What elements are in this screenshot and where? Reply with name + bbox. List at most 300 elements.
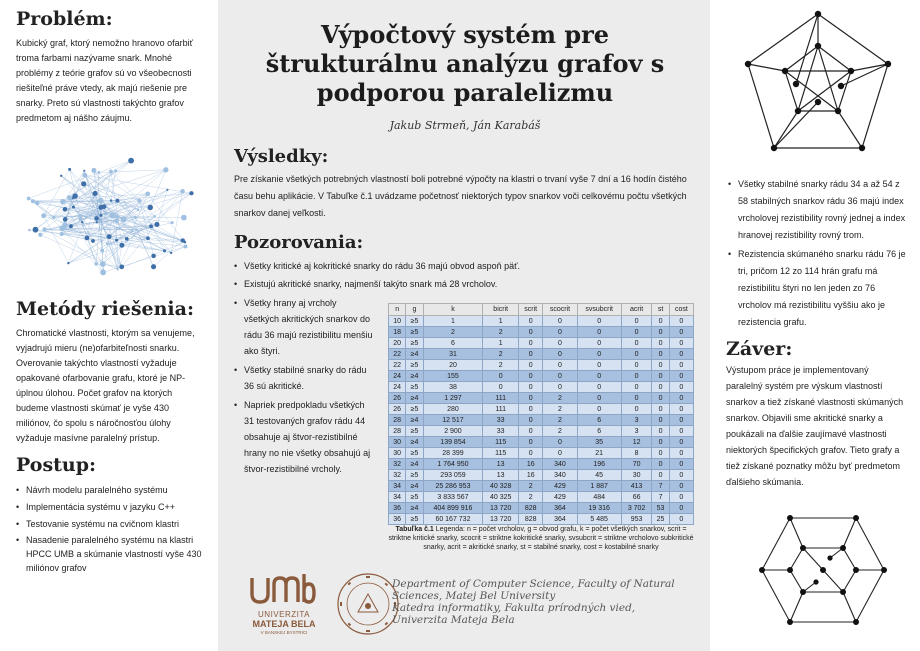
table-cell: 13 [483,459,519,470]
table-cell: 10 [389,316,406,327]
network-node [100,261,106,267]
table-cell: 0 [621,393,652,404]
observations-heading: Pozorovania: [234,232,364,253]
left-column [0,0,218,651]
network-node [145,191,150,196]
table-cell: 34 [389,481,406,492]
table-cell: 3 833 567 [423,492,483,503]
table-cell: 0 [543,338,577,349]
table-cell: 0 [519,382,543,393]
network-edge [99,170,166,173]
table-cell: 25 [652,514,669,525]
table-cell: 0 [621,360,652,371]
table-row [389,503,694,514]
process-list [16,482,206,575]
table-cell: 0 [577,360,621,371]
network-node [181,215,187,221]
network-node [41,213,46,218]
methods-heading: Metódy riešenia: [16,298,194,320]
table-header-cell: bicrit [483,304,519,316]
network-node [94,216,99,221]
network-node [119,243,124,248]
table-cell: 0 [669,371,693,382]
table-cell: 1 [423,316,483,327]
table-cell: 1 764 950 [423,459,483,470]
table-cell: 32 [389,459,406,470]
table-cell: 24 [389,371,406,382]
network-node [166,189,168,191]
table-cell: 70 [621,459,652,470]
observation-item: • Všetky stabilné snarky do rádu 36 sú akritické. [234,362,374,394]
table-cell: 36 [389,514,406,525]
network-edge [107,244,164,251]
table-cell: 2 [483,360,519,371]
network-node [114,169,117,172]
table-cell: ≥4 [406,481,423,492]
conclusion-text: Výstupom práce je implementovaný paralelný systém pre výskum vlastností snarkov a tiež získané vlastnosti skúmaných snarkov. Objavili sme akritické snarky a poukázali na ďalšie zaujímavé vlastnosti niektorých špecifických grafov. Tieto grafy a tiež získané poznatky môžu byť predmetom ďalšieho skúmania. [726,365,904,487]
table-cell: 0 [652,360,669,371]
table-cell: 12 [621,437,652,448]
table-cell: 28 [389,426,406,437]
table-header-cell: st [652,304,669,316]
network-edge [111,171,122,245]
table-cell: 0 [519,437,543,448]
network-edge [112,193,191,215]
table-cell: 30 [389,437,406,448]
table-cell: 20 [423,360,483,371]
table-row [389,338,694,349]
table-cell: 0 [669,437,693,448]
network-node [98,198,104,204]
network-node [72,205,75,208]
table-header-cell: scocrit [543,304,577,316]
network-node [97,171,100,174]
umb-logo-name-1: UNIVERZITA [258,610,310,619]
process-item: • Implementácia systému v jazyku C++ [16,499,206,516]
results-heading: Výsledky: [234,146,329,167]
network-node [137,199,141,203]
table-row [389,470,694,481]
table-cell: 21 [577,448,621,459]
network-edge [171,246,185,252]
polyhedral-graph-image [758,510,888,630]
table-cell: 0 [543,327,577,338]
network-node [67,262,69,264]
table-cell: 0 [652,448,669,459]
table-cell: 30 [621,470,652,481]
observation-item: • Napriek predpokladu všetkých 31 testovaných grafov rádu 44 obsahuje aj štvor-rezistibilné hrany no nie všetky obsahujú aj štvor-rezistibilné vrcholy. [234,397,374,477]
network-node [60,232,64,236]
table-row [389,437,694,448]
table-cell: 0 [652,316,669,327]
problem-heading: Problém: [16,8,113,30]
table-cell: 115 [483,448,519,459]
table-cell: 2 [543,415,577,426]
network-node [135,228,137,230]
table-cell: 3 [621,415,652,426]
table-cell: 139 854 [423,437,483,448]
table-cell: 0 [669,404,693,415]
table-cell: 115 [483,437,519,448]
faculty-seal [336,572,400,636]
network-node [115,215,118,218]
table-caption [388,525,694,552]
process-heading: Postup: [16,454,97,476]
table-cell: 0 [669,470,693,481]
table-cell: ≥5 [406,492,423,503]
observations-table-area [234,293,696,551]
table-cell: 828 [519,503,543,514]
table-row [389,415,694,426]
table-cell: 26 [389,393,406,404]
poster-title: Výpočtový systém pre štrukturálnu analýzu grafov s podporou paralelizmu [265,20,665,107]
network-node [83,173,88,178]
table-header-cell: k [423,304,483,316]
network-node [38,233,42,237]
network-node [121,217,127,223]
table-cell: ≥5 [406,448,423,459]
table-cell: 12 517 [423,415,483,426]
table-cell: 8 [621,448,652,459]
table-cell: 0 [577,393,621,404]
network-node [104,212,108,216]
table-cell: 0 [577,316,621,327]
table-cell: 13 720 [483,514,519,525]
table-cell: 0 [669,349,693,360]
network-node [79,214,82,217]
network-node [119,264,124,269]
table-cell: 484 [577,492,621,503]
table-cell: 196 [577,459,621,470]
table-cell: 16 [519,459,543,470]
network-node [115,239,118,242]
table-cell: 28 399 [423,448,483,459]
table-cell: 0 [621,382,652,393]
problem-text: Kubický graf, ktorý nemožno hranovo ofarbiť troma farbami nazývame snark. Mnohé problémy z teórie grafov sú vo všeobecnosti riešiteľné práve vtedy, ak majú riešenie pre snarky. Preto sú vlastnosti takýchto grafov predmetom aj nášho záujmu. [16,38,193,123]
table-row [389,514,694,525]
table-cell: 0 [543,382,577,393]
table-header-cell: scrit [519,304,543,316]
process-item: • Testovanie systému na cvičnom klastri [16,516,206,533]
table-cell: 60 167 732 [423,514,483,525]
table-row [389,382,694,393]
network-node [181,238,185,242]
network-edge [68,171,111,196]
petersen-graph-image [738,6,898,156]
table-cell: 0 [543,437,577,448]
observation-item: • Všetky kritické aj kokritické snarky do rádu 36 majú obvod aspoň päť. [234,257,696,275]
network-node [100,249,104,253]
table-cell: 340 [543,459,577,470]
table-cell: 0 [543,371,577,382]
table-row [389,404,694,415]
network-node [99,214,102,217]
table-cell: 2 [519,492,543,503]
network-node [81,181,86,186]
network-node [171,221,174,224]
network-node [115,219,118,222]
table-cell: 0 [577,349,621,360]
table-cell: 0 [669,492,693,503]
table-row [389,492,694,503]
network-edge [117,191,183,240]
table-header-cell: acrit [621,304,652,316]
table-cell: 31 [423,349,483,360]
network-node [67,196,69,198]
right-column [710,0,920,651]
department-info [392,578,702,626]
network-edge [29,161,132,199]
dept-line-3: Katedra informatiky, Fakulta prírodných vied, [392,602,636,614]
network-node [109,170,113,174]
table-cell: 0 [519,360,543,371]
network-node [31,199,35,203]
table-cell: 0 [652,338,669,349]
table-cell: 3 [621,426,652,437]
table-cell: 0 [543,360,577,371]
network-node [163,167,168,172]
table-cell: 0 [652,459,669,470]
table-cell: 0 [652,371,669,382]
network-node [98,205,103,210]
table-cell: 155 [423,371,483,382]
table-header-cell: n [389,304,406,316]
table-cell: 1 297 [423,393,483,404]
table-caption-label: Tabuľka č.1 [395,526,434,533]
table-cell: 0 [652,349,669,360]
table-cell: 33 [483,426,519,437]
network-node [33,227,39,233]
table-cell: 0 [543,448,577,459]
table-cell: 0 [519,415,543,426]
table-cell: 0 [577,327,621,338]
table-cell: 0 [669,415,693,426]
table-cell: 22 [389,360,406,371]
table-cell: 1 887 [577,481,621,492]
network-node [153,215,156,218]
table-cell: 7 [652,481,669,492]
table-cell: 0 [669,503,693,514]
network-node [60,175,62,177]
table-cell: 0 [519,338,543,349]
network-node [117,268,119,270]
table-cell: 6 [577,415,621,426]
network-node [170,252,172,254]
network-node [27,197,31,201]
table-cell: 0 [483,371,519,382]
network-node [116,199,120,203]
table-cell: 0 [669,459,693,470]
table-cell: 0 [519,327,543,338]
network-node [151,264,156,269]
table-cell: 111 [483,404,519,415]
table-cell: 0 [543,316,577,327]
table-cell: 36 [389,503,406,514]
table-header-cell: svsubcrit [577,304,621,316]
network-node [85,236,90,241]
table-cell: 0 [621,371,652,382]
table-cell: 20 [389,338,406,349]
network-node [100,269,106,275]
table-cell: 0 [519,448,543,459]
table-cell: 40 328 [483,481,519,492]
table-row [389,360,694,371]
network-node [151,254,156,259]
table-cell: 0 [577,371,621,382]
table-cell: 0 [669,360,693,371]
table-cell: 13 [483,470,519,481]
network-node [42,227,46,231]
table-cell: 0 [621,338,652,349]
table-cell: 0 [621,404,652,415]
observations-list-narrow [234,295,374,477]
table-cell: 2 [543,404,577,415]
table-cell: 38 [423,382,483,393]
network-node [69,224,73,228]
table-cell: 0 [652,382,669,393]
table-cell: 0 [519,371,543,382]
table-cell: 40 325 [483,492,519,503]
table-cell: 0 [669,382,693,393]
table-cell: 0 [577,382,621,393]
table-cell: 34 [389,492,406,503]
network-node [163,249,166,252]
table-cell: 0 [519,316,543,327]
table-cell: ≥4 [406,437,423,448]
network-node [110,213,116,219]
table-cell: 0 [669,338,693,349]
umb-logo-name-2: MATEJA BELA [252,619,316,629]
table-cell: 19 316 [577,503,621,514]
table-cell: 66 [621,492,652,503]
table-cell: 293 059 [423,470,483,481]
results-text: Pre získanie všetkých potrebných vlastností boli potrebné výpočty na klastri o trvaní vyše 7 dní a 16 hodín čistého času behu aplikácie. V Tabuľke č.1 uvádzame početnosť niektorých typov snarkov voči celkovému počtu všetkých snarkov danej veľkosti. [234,174,687,218]
table-cell: ≥5 [406,514,423,525]
dept-line-2: Sciences, Matej Bel University [392,590,556,602]
table-cell: 0 [621,327,652,338]
table-cell: 0 [652,327,669,338]
table-row [389,371,694,382]
table-cell: 32 [389,470,406,481]
network-node [63,217,68,222]
table-cell: 22 [389,349,406,360]
table-cell: 33 [483,415,519,426]
table-cell: 0 [483,382,519,393]
table-cell: 0 [519,349,543,360]
table-cell: ≥4 [406,371,423,382]
table-row [389,327,694,338]
table-row [389,448,694,459]
table-cell: ≥4 [406,459,423,470]
dept-line-4: Univerzita Mateja Bela [392,614,515,626]
network-node [68,168,71,171]
table-cell: 2 [483,327,519,338]
network-node [107,234,112,239]
table-cell: 404 899 916 [423,503,483,514]
table-cell: ≥5 [406,404,423,415]
network-node [81,221,83,223]
table-cell: 0 [669,448,693,459]
umb-logo-city: V BANSKEJ BYSTRICI [260,630,308,635]
table-cell: 0 [669,316,693,327]
dept-line-1: Department of Computer Science, Faculty of Natural [392,578,675,590]
table-cell: 7 [652,492,669,503]
network-node [96,221,98,223]
table-cell: 364 [543,514,577,525]
table-cell: 0 [621,349,652,360]
table-cell: 0 [652,470,669,481]
network-node [149,224,153,228]
network-graph-image [16,140,208,290]
snark-table [388,303,694,525]
table-header-cell: cost [669,304,693,316]
table-cell: 24 [389,382,406,393]
table-cell: 413 [621,481,652,492]
table-cell: 30 [389,448,406,459]
table-cell: 53 [652,503,669,514]
network-edge [103,216,155,264]
table-cell: ≥4 [406,349,423,360]
table-cell: ≥5 [406,382,423,393]
network-node [91,168,96,173]
observations-list-full [234,257,696,293]
network-node [137,209,140,212]
table-cell: 1 [483,316,519,327]
umb-logo-mark [246,572,316,606]
process-item: • Nasadenie paralelného systému na klastri HPCC UMB a skúmanie vlastností vyše 430 miliónov grafov [16,533,206,575]
table-cell: 6 [577,426,621,437]
table-cell: 0 [669,514,693,525]
network-edge [40,235,117,270]
table-cell: 0 [652,415,669,426]
network-node [28,229,31,232]
network-node [134,216,137,219]
table-cell: 0 [669,481,693,492]
table-header-cell: g [406,304,423,316]
table-cell: 13 720 [483,503,519,514]
table-cell: 16 [519,470,543,481]
table-cell: 0 [669,393,693,404]
table-cell: 280 [423,404,483,415]
network-node [92,191,97,196]
methods-text: Chromatické vlastnosti, ktorým sa venujeme, vyjadrujú mieru (ne)ofarbiteľnosti snarku. Overovanie takýchto vlastností vyžaduje opakované ofarbovanie grafu, ktoré je NP-úplnou úlohou. Počet grafov na ktorých budeme vlastnosti skúmať je vyše 430 miliónov, čo spolu s náročnosťou úlohy vyžaduje masívne paralelný prístup. [16,328,195,443]
network-node [146,236,150,240]
table-cell: ≥5 [406,316,423,327]
network-node [110,199,112,201]
table-cell: 28 [389,415,406,426]
process-item: • Návrh modelu paralelného systému [16,482,206,499]
table-cell: 0 [669,426,693,437]
table-row [389,481,694,492]
table-cell: ≥4 [406,393,423,404]
table-cell: 0 [652,437,669,448]
table-cell: 5 485 [577,514,621,525]
network-node [35,201,39,205]
table-cell: 2 [483,349,519,360]
table-cell: 0 [621,316,652,327]
table-cell: 2 [423,327,483,338]
table-cell: 25 286 953 [423,481,483,492]
right-result-item: • Rezistencia skúmaného snarku rádu 76 je tri, pričom 12 zo 114 hrán grafu má rezistibilitu štyri no len jeden zo 76 vrcholov má rezistibilitu vyššiu ako je rezistencia grafu. [728,246,906,331]
table-cell: 0 [577,404,621,415]
authors: Jakub Strmeň, Ján Karabáš [389,119,541,132]
network-edge [154,240,183,266]
table-cell: 0 [652,404,669,415]
network-node [91,239,95,243]
table-cell: ≥5 [406,327,423,338]
table-cell: 3 702 [621,503,652,514]
network-node [94,262,97,265]
